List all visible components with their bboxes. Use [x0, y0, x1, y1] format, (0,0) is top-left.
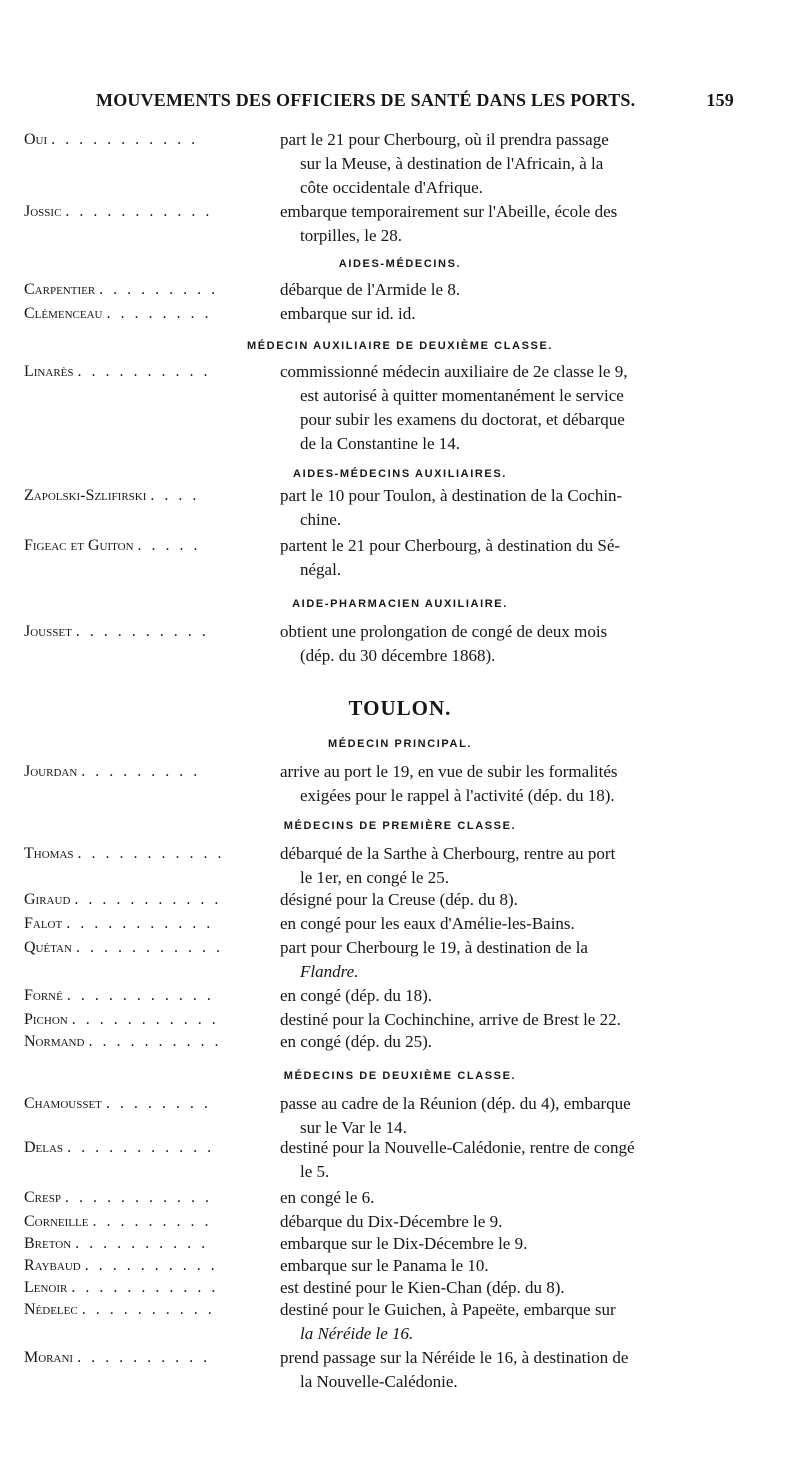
entry-name: Oui . . . . . . . . . . .: [24, 131, 199, 148]
entry-text: arrive au port le 19, en vue de subir les formalités exigées pour le rappel à l'activité (dép. du 18).: [280, 762, 618, 805]
entry-name: Clémenceau . . . . . . . .: [24, 305, 212, 322]
entry-text: commissionné médecin auxiliaire de 2e classe le 9, est autorisé à quitter momentanément le service pour subir les examens du doctorat, et débarque de la Constantine le 14.: [280, 362, 628, 453]
section-heading: AIDES-MÉDECINS.: [338, 258, 462, 270]
entry-name: Falot . . . . . . . . . . .: [24, 915, 214, 932]
entry-text: débarque de l'Armide le 8.: [280, 280, 461, 299]
entry-text: en congé (dép. du 18).: [280, 986, 433, 1005]
section-heading: MÉDECIN AUXILIAIRE DE DEUXIÈME CLASSE.: [246, 340, 554, 352]
entry-text: embarque temporairement sur l'Abeille, école des torpilles, le 28.: [280, 202, 618, 245]
entry-text: désigné pour la Creuse (dép. du 8).: [280, 890, 518, 909]
entry-text: débarqué de la Sarthe à Cherbourg, rentre au port le 1er, en congé le 25.: [280, 844, 616, 887]
entry-text: destiné pour le Guichen, à Papeëte, embarque sur la Néréide le 16.: [280, 1300, 616, 1343]
entry-text: prend passage sur la Néréide le 16, à destination de la Nouvelle-Calédonie.: [280, 1348, 629, 1391]
entry-text: embarque sur le Dix-Décembre le 9.: [280, 1234, 528, 1253]
entry-text: destiné pour la Cochinchine, arrive de Brest le 22.: [280, 1010, 621, 1029]
section-heading: AIDES-MÉDECINS AUXILIAIRES.: [293, 468, 507, 480]
page-header: [96, 90, 734, 111]
entry-name: Nédelec . . . . . . . . . .: [24, 1301, 215, 1318]
entry-name: Jourdan . . . . . . . . .: [24, 763, 201, 780]
entry-name: Zapolski-Szlifirski . . . .: [24, 487, 200, 504]
running-title: MOUVEMENTS DES OFFICIERS DE SANTÉ DANS LES PORTS.: [96, 90, 636, 110]
entry-name: Delas . . . . . . . . . . .: [24, 1139, 215, 1156]
entry-name: Corneille . . . . . . . . .: [24, 1213, 212, 1230]
entry-name: Morani . . . . . . . . . .: [24, 1349, 211, 1366]
entry-text: est destiné pour le Kien-Chan (dép. du 8).: [280, 1278, 565, 1297]
entry-name: Thomas . . . . . . . . . . .: [24, 845, 225, 862]
entry-text: en congé pour les eaux d'Amélie-les-Bains.: [280, 914, 575, 933]
section-heading: MÉDECINS DE PREMIÈRE CLASSE.: [283, 820, 517, 832]
entry-name: Normand . . . . . . . . . .: [24, 1033, 222, 1050]
entry-name: Jousset . . . . . . . . . .: [24, 623, 209, 640]
entry-text: en congé (dép. du 25).: [280, 1032, 433, 1051]
entry-name: Pichon . . . . . . . . . . .: [24, 1011, 219, 1028]
page-number: 159: [706, 90, 734, 110]
entry-name: Jossic . . . . . . . . . . .: [24, 203, 213, 220]
entry-text: part le 21 pour Cherbourg, où il prendra passage sur la Meuse, à destination de l'Africain, à la côte occidentale d'Afrique.: [280, 130, 609, 197]
entry-name: Lenoir . . . . . . . . . . .: [24, 1279, 219, 1296]
section-heading: AIDE-PHARMACIEN AUXILIAIRE.: [292, 598, 508, 610]
entry-name: Linarès . . . . . . . . . .: [24, 363, 211, 380]
entry-text: destiné pour la Nouvelle-Calédonie, rentre de congé le 5.: [280, 1138, 635, 1181]
entry-text: obtient une prolongation de congé de deux mois (dép. du 30 décembre 1868).: [280, 622, 608, 665]
entry-text: embarque sur id. id.: [280, 304, 416, 323]
entry-text: partent le 21 pour Cherbourg, à destination du Sé- négal.: [280, 536, 621, 579]
entry-name: Carpentier . . . . . . . . .: [24, 281, 219, 298]
entry-name: Figeac et Guiton . . . . .: [24, 537, 201, 554]
entry-text: débarque du Dix-Décembre le 9.: [280, 1212, 503, 1231]
entry-name: Quétan . . . . . . . . . . .: [24, 939, 223, 956]
entry-text: passe au cadre de la Réunion (dép. du 4), embarque sur le Var le 14.: [280, 1094, 631, 1137]
section-heading: MÉDECINS DE DEUXIÈME CLASSE.: [283, 1070, 517, 1082]
entry-text: part pour Cherbourg le 19, à destination de la Flandre.: [280, 938, 588, 981]
city-heading: TOULON.: [348, 696, 452, 720]
entry-name: Forné . . . . . . . . . . .: [24, 987, 214, 1004]
entry-text: embarque sur le Panama le 10.: [280, 1256, 489, 1275]
section-heading: MÉDECIN PRINCIPAL.: [327, 738, 473, 750]
entry-name: Breton . . . . . . . . . .: [24, 1235, 209, 1252]
entry-text: part le 10 pour Toulon, à destination de la Cochin- chine.: [280, 486, 623, 529]
entry-name: Chamousset . . . . . . . .: [24, 1095, 211, 1112]
entry-name: Cresp . . . . . . . . . . .: [24, 1189, 212, 1206]
entry-text: en congé le 6.: [280, 1188, 375, 1207]
entry-name: Raybaud . . . . . . . . . .: [24, 1257, 218, 1274]
entry-name: Giraud . . . . . . . . . . .: [24, 891, 222, 908]
